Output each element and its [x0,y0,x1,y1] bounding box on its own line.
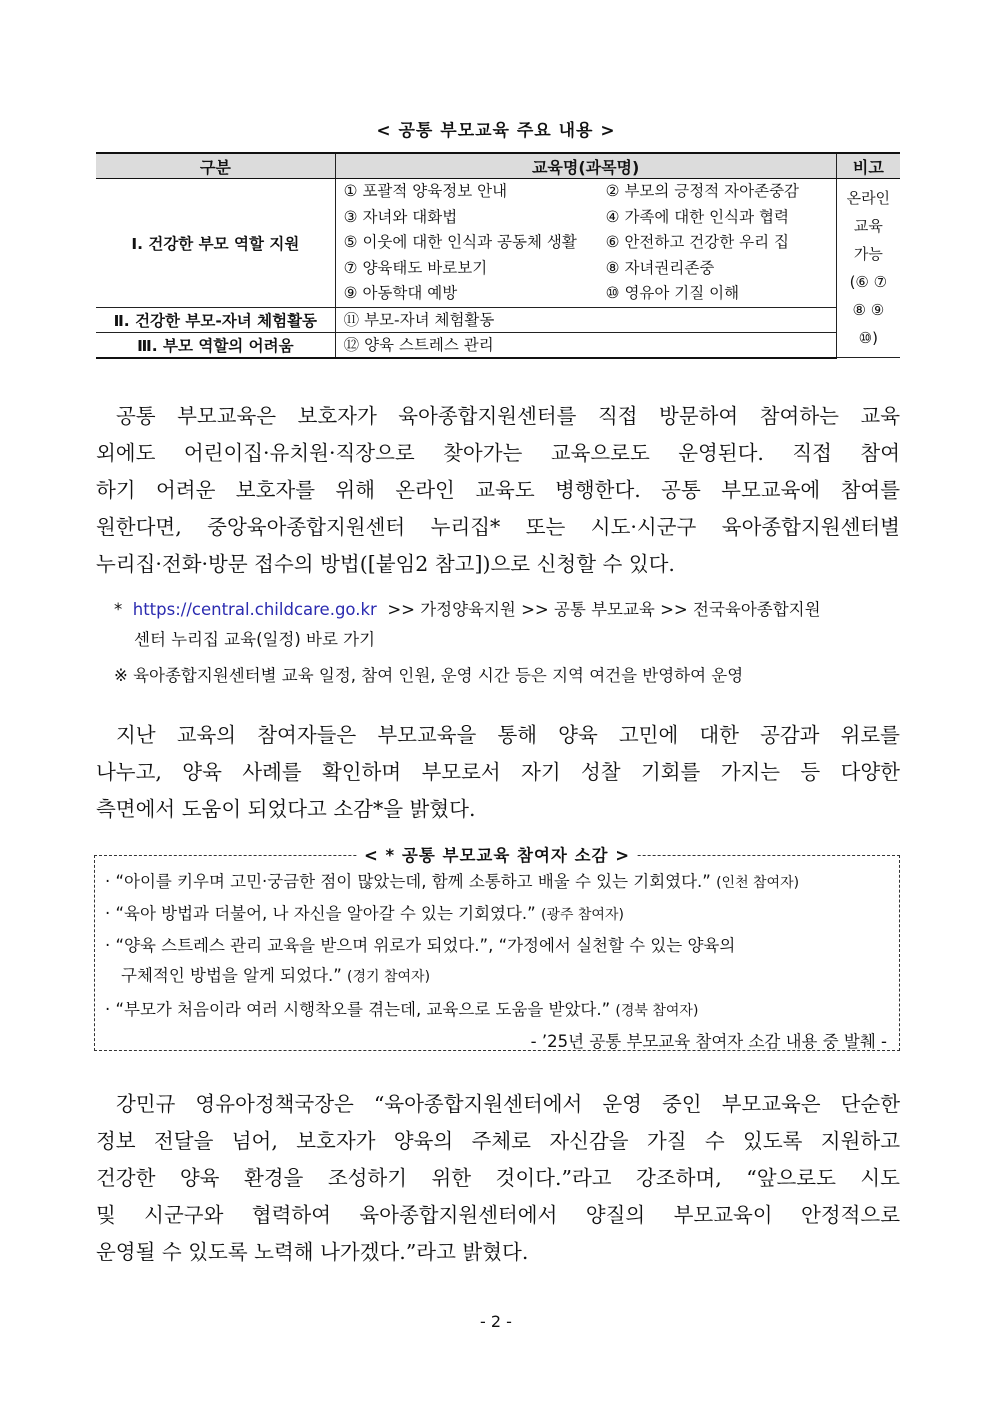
testimonial-quote: · “육아 방법과 더불어, 나 자신을 알아갈 수 있는 기회였다.” (광주 참여자) [105,904,624,923]
course-item: ② 부모의 긍정적 자아존중감 [605,182,800,200]
online-note [836,179,900,358]
paragraph-line: 정보 전달을 넘어, 보호자가 양육의 주체로 자신감을 가질 수 있도록 지원하고 [96,1129,900,1153]
reference-note: ※ 육아종합지원센터별 교육 일정, 참여 인원, 운영 시간 등은 지역 여건을 반영하여 운영 [114,666,744,685]
paragraph-director-quote [96,1086,900,1271]
testimonials-title: < * 공통 부모교육 참여자 소감 > [358,846,636,865]
table-header-row [96,153,900,179]
page-number: - 2 - [480,1312,512,1331]
quote-author: (인천 참여자) [716,875,800,891]
paragraph-line: 하기 어려운 보호자를 위해 온라인 교육도 병행한다. 공통 부모교육에 참여를 [96,478,900,502]
row-items [335,307,836,332]
row-category: Ⅱ. 건강한 부모-자녀 체험활동 [96,307,335,332]
paragraph-line: 공통 부모교육은 보호자가 육아종합지원센터를 직접 방문하여 참여하는 교육 [116,404,900,428]
course-item: ⑨ 아동학대 예방 [343,284,458,302]
row-category: Ⅲ. 부모 역할의 어려움 [96,332,335,358]
paragraph-line: 외에도 어린이집·유치원·직장으로 찾아가는 교육으로도 운영된다. 직접 참여 [96,441,900,465]
note-line: ⑩) [858,329,878,347]
quote-author: (광주 참여자) [540,907,624,923]
course-item: ⑥ 안전하고 건강한 우리 집 [605,233,789,251]
course-item: ⑤ 이웃에 대한 인식과 공동체 생활 [343,233,577,251]
paragraph-line: 원한다면, 중앙육아종합지원센터 누리집* 또는 시도·시군구 육아종합지원센터별 [96,515,900,539]
course-item: ⑩ 영유아 기질 이해 [605,284,740,302]
testimonial-quote: · “부모가 처음이라 여러 시행착오를 겪는데, 교육으로 도움을 받았다.” (경북 참여자) [105,1000,699,1019]
course-item: ⑪ 부모-자녀 체험활동 [343,310,495,329]
testimonial-quote: · “아이를 키우며 고민·궁금한 점이 많았는데, 함께 소통하고 배울 수 있는 기회였다.” (인천 참여자) [105,872,800,891]
course-item: ④ 가족에 대한 인식과 협력 [605,207,789,226]
paragraph-line: 지난 교육의 참여자들은 부모교육을 통해 양육 고민에 대한 공감과 위로를 [116,723,900,747]
education-table [96,152,900,359]
row-items [335,179,836,308]
paragraph-application [96,398,900,583]
course-item: ⑦ 양육태도 바로보기 [343,258,488,277]
testimonials-box [94,846,900,1051]
quote-author: (경기 참여자) [347,969,431,985]
footnote-continued: 센터 누리집 교육(일정) 바로 가기 [134,630,376,649]
paragraph-line: 운영될 수 있도록 노력해 나가겠다.”라고 밝혔다. [96,1240,529,1264]
testimonial-quote: · “양육 스트레스 관리 교육을 받으며 위로가 되었다.”, “가정에서 실천할 수 있는 양육의 [105,936,736,955]
footnote-marker: * [114,600,123,619]
paragraph-line: 강민규 영유아정책국장은 “육아종합지원센터에서 운영 중인 부모교육은 단순한 [116,1092,900,1116]
paragraph-feedback [96,717,900,828]
paragraph-line: 누리집·전화·방문 접수의 방법([붙임2 참고])으로 신청할 수 있다. [96,552,675,576]
paragraph-line: 건강한 양육 환경을 조성하기 위한 것이다.”라고 강조하며, “앞으로도 시도 [96,1166,900,1190]
header-course: 교육명(과목명) [335,153,836,179]
header-category: 구분 [96,153,335,179]
course-item: ① 포괄적 양육정보 안내 [343,182,508,200]
course-item: ⑫ 양육 스트레스 관리 [343,335,494,354]
paragraph-line: 나누고, 양육 사례를 확인하며 부모로서 자기 성찰 기회를 가지는 등 다양한 [96,760,900,784]
header-note: 비고 [836,153,900,179]
note-line: 가능 [853,245,883,263]
paragraph-line: 및 시군구와 협력하여 육아종합지원센터에서 양질의 부모교육이 안정적으로 [96,1203,900,1227]
note-line: ⑧ ⑨ [852,301,885,319]
course-item: ⑧ 자녀권리존중 [605,258,715,277]
quote-author: (경북 참여자) [615,1003,699,1019]
table-row [96,179,900,308]
paragraph-line: 측면에서 도움이 되었다고 소감*을 밝혔다. [96,797,476,821]
testimonials-source: - ’25년 공통 부모교육 참여자 소감 내용 중 발췌 - [530,1032,887,1051]
note-line: 온라인 [846,189,891,207]
testimonial-quote-continued: 구체적인 방법을 알게 되었다.” (경기 참여자) [121,966,431,985]
footnote [114,596,821,620]
footnote-path: >> 가정양육지원 >> 공통 부모교육 >> 전국육아종합지원 [387,600,821,619]
childcare-link[interactable]: https://central.childcare.go.kr [132,600,377,619]
course-item: ③ 자녀와 대화법 [343,207,458,226]
row-category: Ⅰ. 건강한 부모 역할 지원 [96,179,335,308]
row-items [335,332,836,358]
note-line: 교육 [853,217,883,235]
table-row [96,307,900,332]
table-title: < 공통 부모교육 주요 내용 > [376,121,616,141]
note-line: (⑥ ⑦ [849,273,888,291]
table-row [96,332,900,358]
